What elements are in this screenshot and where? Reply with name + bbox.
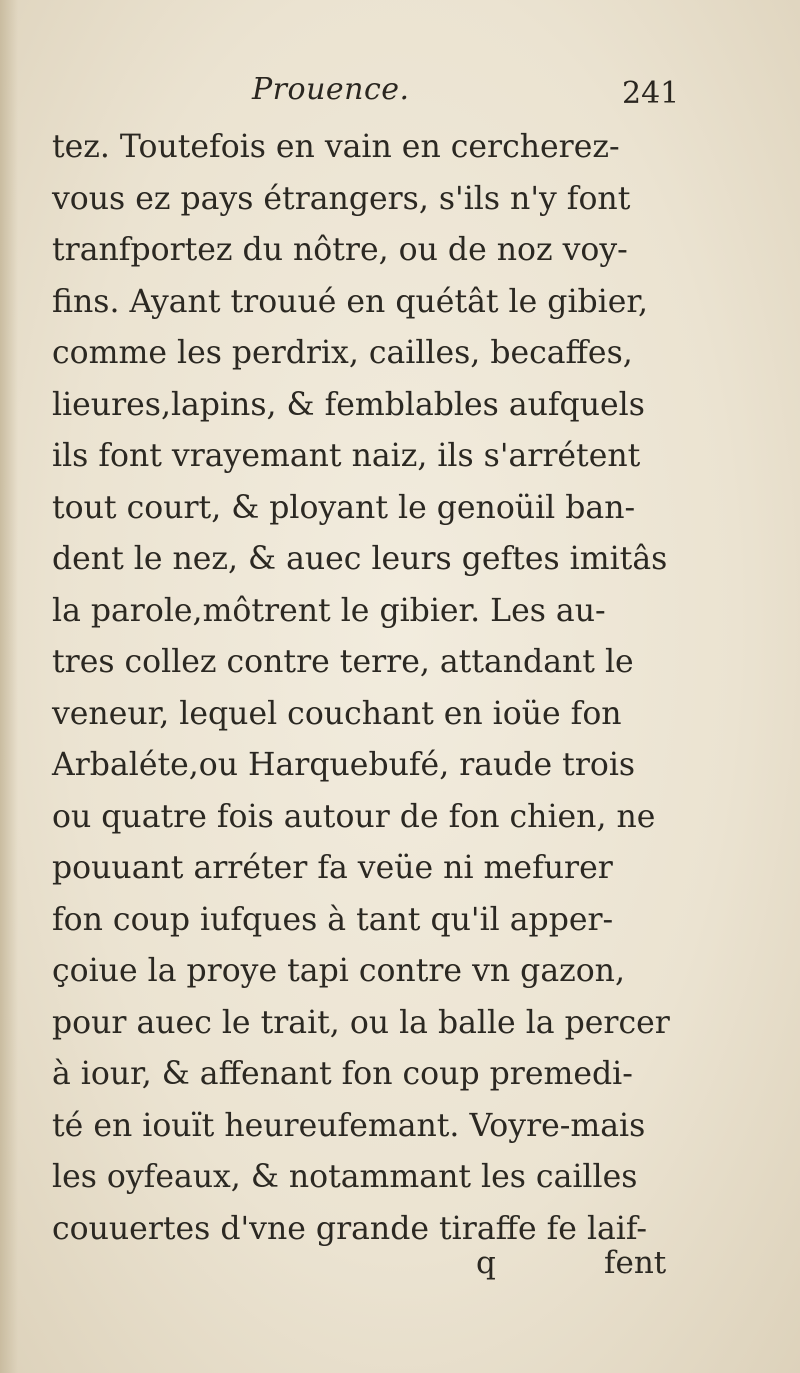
text-line: dent le nez, & auec leurs geftes imitâs xyxy=(52,541,668,577)
text-line: vous ez pays étrangers, s'ils n'y font xyxy=(52,180,631,217)
text-line: la parole,môtrent le gibier. Les au- xyxy=(52,592,606,629)
catchword: fent xyxy=(604,1245,667,1281)
page-footer xyxy=(0,1245,800,1295)
text-line: couuertes d'vne grande tiraffe fe laif- xyxy=(52,1210,648,1247)
signature-mark: q xyxy=(476,1245,496,1281)
text-line: tout court, & ployant le genoüil ban- xyxy=(52,489,636,526)
text-line: pouuant arréter fa veüe ni mefurer xyxy=(52,850,613,886)
text-line: ou quatre fois autour de fon chien, ne xyxy=(52,798,656,835)
text-line: pour auec le trait, ou la balle la percer xyxy=(52,1004,670,1041)
text-line: à iour, & affenant fon coup premedi- xyxy=(52,1056,633,1092)
text-line: tez. Toutefois en vain en cercherez- xyxy=(52,129,620,165)
text-line: tres collez contre terre, attandant le xyxy=(52,644,634,680)
page-gutter-shadow xyxy=(0,0,18,1373)
body-text xyxy=(52,122,692,1255)
text-line: lieures,lapins, & femblables aufquels xyxy=(52,386,645,423)
text-line: fins. Ayant trouué en quétât le gibier, xyxy=(52,283,649,320)
text-line: té en iouït heureufemant. Voyre-mais xyxy=(52,1107,646,1144)
page-number: 241 xyxy=(622,76,680,111)
page-header xyxy=(0,72,800,112)
text-line: veneur, lequel couchant en ioüe fon xyxy=(52,695,622,732)
text-line: çoiue la proye tapi contre vn gazon, xyxy=(52,953,625,989)
text-line: tranfportez du nôtre, ou de noz voy- xyxy=(52,232,628,268)
text-line: fon coup iufques à tant qu'il apper- xyxy=(52,901,614,938)
running-head: Prouence. xyxy=(252,72,410,107)
text-line: les oyfeaux, & notammant les cailles xyxy=(52,1159,638,1195)
text-line: ils font vrayemant naiz, ils s'arrétent xyxy=(52,438,641,474)
text-line: Arbaléte,ou Harquebufé, raude trois xyxy=(52,747,636,783)
text-line: comme les perdrix, cailles, becaffes, xyxy=(52,335,633,371)
